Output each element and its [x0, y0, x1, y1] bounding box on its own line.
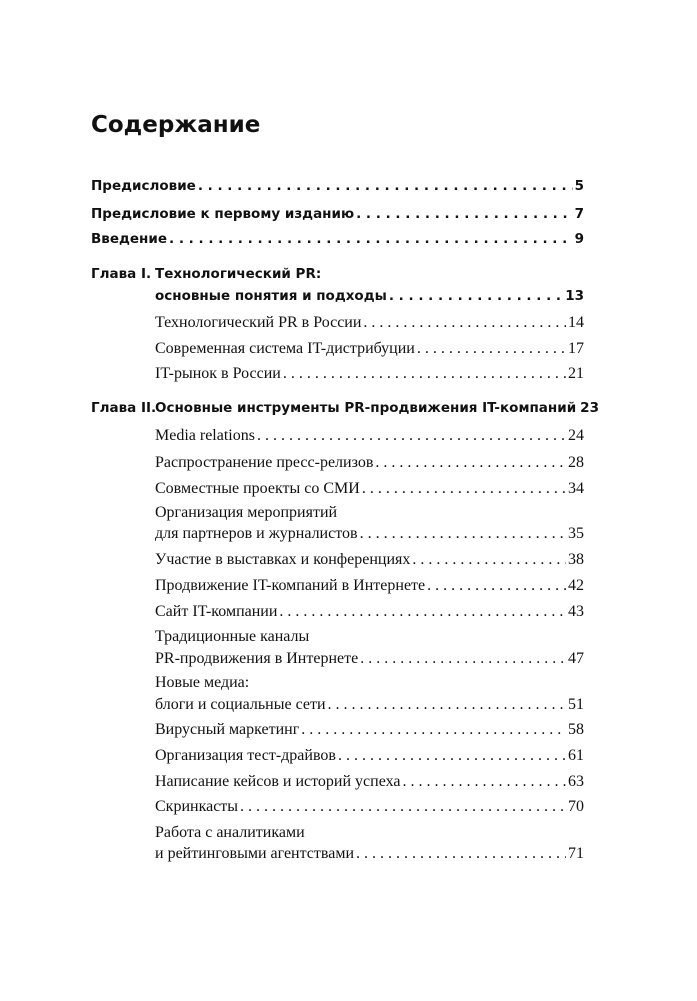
toc-entry-chapter-2[interactable] — [155, 400, 599, 416]
toc-entry-first-line: Новые медиа: — [155, 674, 250, 691]
toc-entry-text: Распространение пресс-релизов — [155, 454, 374, 471]
toc-page-number: 24 — [568, 427, 584, 444]
toc-entry-text: Скринкасты — [155, 798, 239, 815]
toc-entry-preface[interactable] — [91, 178, 584, 194]
leader-dots — [417, 340, 566, 358]
toc-entry[interactable] — [155, 747, 584, 765]
leader-dots — [360, 525, 566, 543]
toc-page-number: 71 — [568, 845, 584, 862]
chapter-1-heading-line1: Технологический PR: — [155, 266, 322, 282]
toc-entry-first-line: Организация мероприятий — [155, 504, 338, 521]
toc-page-number: 34 — [568, 480, 584, 497]
toc-entry-text: Вирусный маркетинг — [155, 721, 300, 738]
leader-dots — [362, 480, 566, 498]
toc-entry-text: блоги и социальные сети — [155, 696, 326, 713]
toc-entry-chapter-1[interactable] — [155, 288, 584, 304]
toc-entry-text: Продвижение IT-компаний в Интернете — [155, 577, 426, 594]
toc-entry[interactable] — [155, 340, 584, 358]
toc-entry[interactable] — [155, 798, 584, 816]
toc-page-number: 9 — [574, 231, 584, 247]
toc-entry-text: Современная система IT-дистрибуции — [155, 340, 415, 357]
toc-entry-text: и рейтинговыми агентствами — [155, 845, 355, 862]
toc-page-number: 61 — [568, 747, 584, 764]
toc-entry[interactable] — [155, 577, 584, 595]
toc-entry[interactable] — [155, 454, 584, 472]
toc-entry-text: Введение — [91, 231, 167, 247]
leader-dots — [328, 696, 566, 714]
leader-dots — [338, 747, 566, 765]
toc-entry[interactable] — [155, 721, 584, 739]
leader-dots — [412, 551, 566, 569]
toc-entry[interactable] — [155, 603, 584, 621]
toc-page-number: 17 — [568, 340, 584, 357]
toc-page-number: 21 — [568, 365, 584, 382]
leader-dots — [169, 231, 573, 247]
toc-entry-first-edition-preface[interactable] — [91, 206, 584, 222]
toc-entry-text: IT-рынок в России — [155, 365, 281, 382]
toc-entry[interactable] — [155, 650, 584, 668]
toc-entry-text: Совместные проекты со СМИ — [155, 480, 360, 497]
leader-dots — [283, 365, 566, 383]
toc-page-number: 28 — [568, 454, 584, 471]
leader-dots — [301, 721, 566, 739]
toc-entry[interactable] — [155, 845, 584, 863]
toc-page-number: 5 — [574, 178, 584, 194]
chapter-2-label: Глава II. — [91, 400, 157, 416]
toc-entry[interactable] — [155, 773, 584, 791]
toc-entry[interactable] — [155, 480, 584, 498]
toc-entry-text: Предисловие к первому изданию — [91, 206, 355, 222]
toc-entry-text: основные понятия и подходы — [155, 288, 387, 304]
toc-page-number: 35 — [568, 525, 584, 542]
toc-entry-text: PR-продвижения в Интернете — [155, 650, 359, 667]
leader-dots — [375, 454, 566, 472]
leader-dots — [198, 178, 573, 194]
leader-dots — [356, 845, 566, 863]
toc-entry-first-line: Традиционные каналы — [155, 628, 310, 645]
leader-dots — [360, 650, 566, 668]
toc-entry-text: Организация тест-драйвов — [155, 747, 336, 764]
toc-page-number: 51 — [568, 696, 584, 713]
toc-page-number: 42 — [568, 577, 584, 594]
toc-page-number: 47 — [568, 650, 584, 667]
toc-page-number: 43 — [568, 603, 584, 620]
toc-entry-text: Участие в выставках и конференциях — [155, 551, 411, 568]
chapter-1-label: Глава I. — [91, 266, 152, 282]
toc-page-number: 23 — [580, 400, 599, 416]
leader-dots — [427, 577, 566, 595]
toc-page-number: 58 — [568, 721, 584, 738]
leader-dots — [279, 603, 566, 621]
toc-entry-text: Технологический PR в России — [155, 314, 362, 331]
toc-entry[interactable] — [155, 365, 584, 383]
toc-entry-text: для партнеров и журналистов — [155, 525, 358, 542]
toc-entry-introduction[interactable] — [91, 231, 584, 247]
toc-entry[interactable] — [155, 551, 584, 569]
page-title: Содержание — [91, 112, 261, 138]
toc-page-number: 38 — [568, 551, 584, 568]
toc-entry-text: Media relations — [155, 427, 255, 444]
toc-entry-text: Сайт IT-компании — [155, 603, 278, 620]
toc-page-number: 70 — [568, 798, 584, 815]
toc-entry[interactable] — [155, 525, 584, 543]
toc-entry-text: Основные инструменты PR-продвижения IT-компаний — [155, 400, 577, 416]
toc-page-number: 7 — [574, 206, 584, 222]
toc-entry-text: Написание кейсов и историй успеха — [155, 773, 401, 790]
leader-dots — [363, 314, 566, 332]
toc-page-number: 63 — [568, 773, 584, 790]
toc-entry[interactable] — [155, 427, 584, 445]
toc-entry-first-line: Работа с аналитиками — [155, 824, 305, 841]
leader-dots — [257, 427, 566, 445]
leader-dots — [389, 288, 563, 304]
toc-page-number: 13 — [565, 288, 584, 304]
leader-dots — [402, 773, 566, 791]
toc-entry-text: Предисловие — [91, 178, 196, 194]
toc-entry[interactable] — [155, 696, 584, 714]
leader-dots — [356, 206, 573, 222]
toc-entry[interactable] — [155, 314, 584, 332]
leader-dots — [240, 798, 566, 816]
toc-page-number: 14 — [568, 314, 584, 331]
